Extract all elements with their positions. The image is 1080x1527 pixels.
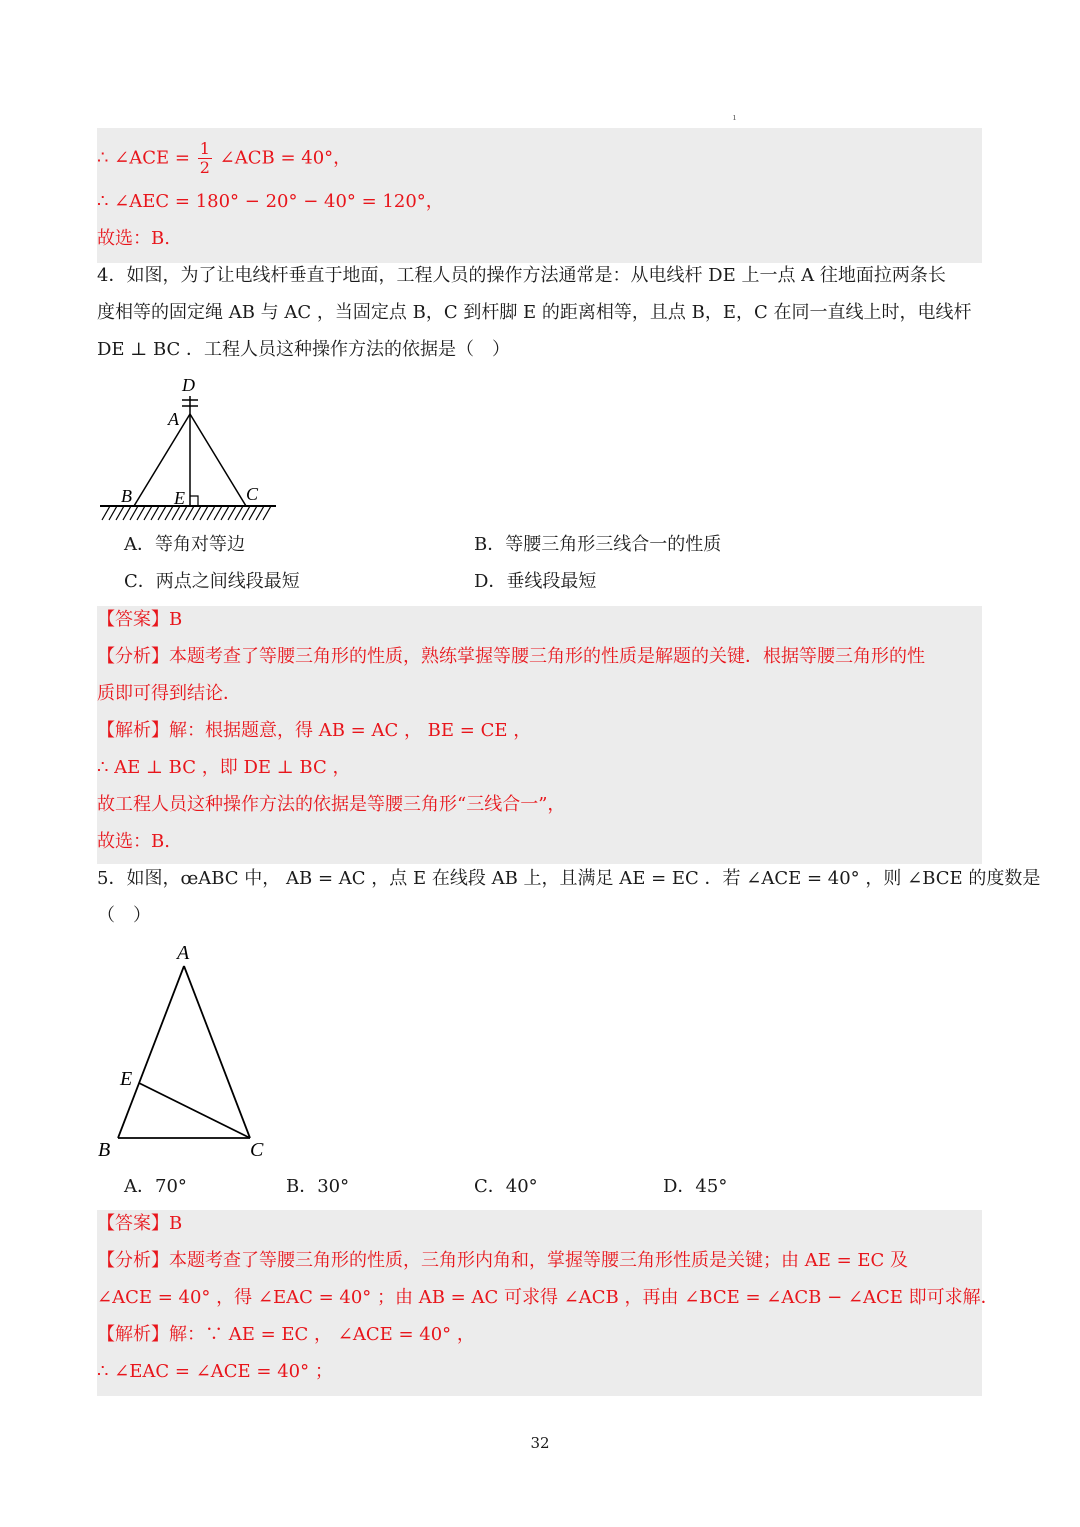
page-number: 32 (530, 1434, 550, 1452)
q5-option-b: B．30° (286, 1176, 350, 1197)
label-A: A (177, 942, 190, 964)
ground-hatch (102, 506, 271, 520)
q3-line-1 (97, 140, 351, 177)
q4-solution-3: 故工程人员这种操作方法的依据是等腰三角形“三线合一”， (97, 794, 566, 815)
label-E: E (120, 1068, 133, 1090)
q3-line-3: 故选：B. (97, 228, 170, 249)
q5-solution-1: 【解析】解：∵ AE = EC ， ∠ACE = 40° ， (97, 1324, 475, 1345)
frac-numerator: 1 (199, 139, 210, 158)
q4-solution-1: 【解析】解：根据题意，得 AB = AC ， BE = CE ， (97, 720, 532, 741)
q5-stem-line-1: 5．如图，œABC 中， AB = AC ，点 E 在线段 AB 上，且满足 AE = EC ．若 ∠ACE = 40° ，则 ∠BCE 的度数是 (97, 868, 1041, 889)
label-E: E (174, 488, 185, 508)
q3-line-1-suffix: ∠ACB = 40°， (219, 147, 352, 169)
q4-stem-line-2: 度相等的固定绳 AB 与 AC ，当固定点 B，C 到杆脚 E 的距离相等，且点 B，E，C 在同一直线上时，电线杆 (97, 302, 972, 323)
q4-solution-4: 故选：B. (97, 831, 170, 852)
q4-option-a: A．等角对等边 (124, 534, 245, 555)
label-A: A (168, 409, 179, 429)
q4-figure-pole (96, 372, 286, 527)
side-AB (118, 966, 184, 1138)
q5-analysis-1: 【分析】本题考查了等腰三角形的性质，三角形内角和，掌握等腰三角形性质是关键；由 AE = EC 及 (97, 1250, 909, 1271)
segment-EC (139, 1083, 250, 1138)
side-AC (184, 966, 250, 1138)
frac-denominator: 2 (199, 158, 210, 177)
q5-option-c: C．40° (474, 1176, 538, 1197)
q5-analysis-2: ∠ACE = 40° ，得 ∠EAC = 40° ；由 AB = AC 可求得 ∠ACB ，再由 ∠BCE = ∠ACB − ∠ACE 即可求解． (97, 1287, 999, 1308)
right-angle-mark (190, 496, 198, 506)
label-B: B (98, 1139, 111, 1161)
q5-option-d: D．45° (663, 1176, 728, 1197)
q5-option-a: A．70° (124, 1176, 187, 1197)
q4-analysis-2: 质即可得到结论． (97, 683, 241, 704)
q5-figure-triangle (90, 938, 280, 1168)
q4-option-d: D．垂线段最短 (474, 571, 597, 592)
q4-answer: 【答案】B (97, 609, 183, 630)
label-B: B (121, 486, 132, 506)
header-mark: ı (733, 113, 736, 123)
q4-option-b: B．等腰三角形三线合一的性质 (474, 534, 722, 555)
q4-stem-line-1: 4．如图，为了让电线杆垂直于地面，工程人员的操作方法通常是：从电线杆 DE 上一点 A 往地面拉两条长 (97, 265, 946, 286)
q5-stem-line-2: （ ） (97, 905, 151, 926)
q4-option-c: C．两点之间线段最短 (124, 571, 300, 592)
rope-AC (190, 414, 246, 506)
q3-line-2: ∴ ∠AEC = 180° − 20° − 40° = 120°， (97, 191, 444, 212)
q3-line-1-prefix: ∴ ∠ACE = (97, 147, 190, 169)
fraction-one-half (198, 140, 212, 177)
label-C: C (246, 484, 259, 504)
q5-solution-2: ∴ ∠EAC = ∠ACE = 40° ； (97, 1361, 333, 1382)
q4-solution-2: ∴ AE ⊥ BC ，即 DE ⊥ BC ， (97, 757, 351, 778)
q5-answer: 【答案】B (97, 1213, 183, 1234)
label-D: D (182, 375, 195, 395)
q4-stem-line-3: DE ⊥ BC ．工程人员这种操作方法的依据是（ ） (97, 339, 510, 360)
label-C: C (250, 1139, 264, 1161)
q4-analysis-1: 【分析】本题考查了等腰三角形的性质，熟练掌握等腰三角形的性质是解题的关键．根据等腰三角形的性 (97, 646, 925, 667)
